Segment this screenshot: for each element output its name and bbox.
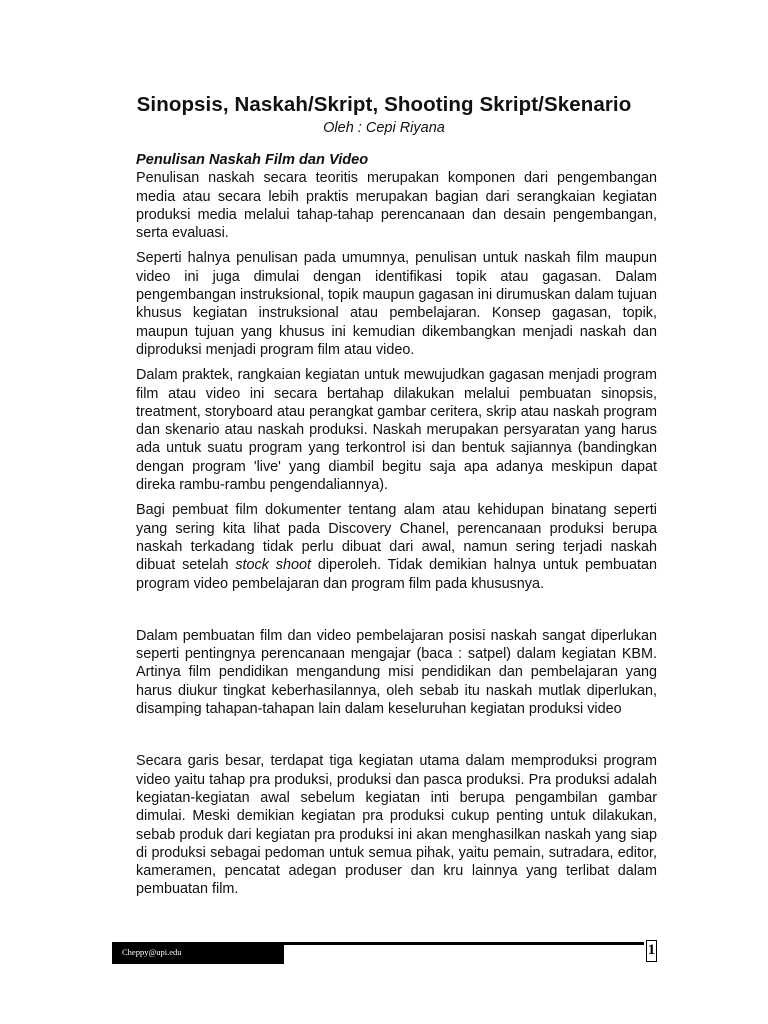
footer-email: Cheppy@upi.edu — [122, 947, 182, 957]
paragraph-4-text-before: Bagi pembuat film dokumenter tentang alam atau kehidupan binatang seperti yang sering kita lihat pada Discovery Chanel, perencanaan produksi berupa naskah terkadang tidak perlu dibuat dari awal, namun sering terjadi naskah dibuat setelah — [136, 502, 657, 574]
page-number: 1 — [646, 940, 657, 962]
paragraph-4-text-after: diperoleh. Tidak demikian halnya untuk pembuatan program video pembelajaran dan program film pada khususnya. — [136, 557, 657, 592]
document-body — [136, 151, 657, 899]
footer-rule — [284, 942, 644, 945]
paragraph-5: Dalam pembuatan film dan video pembelajaran posisi naskah sangat diperlukan seperti pentingnya perencanaan mengajar (baca : satpel) dalam kegiatan KBM. Artinya film pendidikan mengandung misi pendidikan dan pembelajaran yang harus diukur tingkat keberhasilannya, oleh sebab itu naskah mutlak diperlukan, disamping tahapan-tahapan lain dalam keseluruhan kegiatan produksi video — [136, 627, 657, 718]
document-author: Oleh : Cepi Riyana — [323, 120, 445, 136]
paragraph-3: Dalam praktek, rangkaian kegiatan untuk mewujudkan gagasan menjadi program film atau video ini secara bertahap dilakukan melalui pembuatan sinopsis, treatment, storyboard atau perangkat gambar ceritera, skrip atau naskah program dan skenario atau naskah produksi. Naskah merupakan persyaratan yang harus ada untuk suatu program yang terkontrol isi dan bentuk sajiannya (bandingkan dengan program 'live' yang diambil begitu saja apa adanya meskipun dapat direka rambu-rambu pengendaliannya). — [136, 367, 657, 494]
paragraph-6: Secara garis besar, terdapat tiga kegiatan utama dalam memproduksi program video yaitu tahap pra produksi, produksi dan pasca produksi. Pra produksi adalah kegiatan-kegiatan awal sebelum kegiatan inti berupa pengambilan gambar dimulai. Meski demikian kegiatan pra produksi cukup penting untuk dilakukan, sebab produk dari kegiatan pra produksi ini akan menghasilkan naskah yang siap di produksi sebagai pedoman untuk semua pihak, yaitu pemain, sutradara, editor, kameramen, pencatat adegan produser dan kru lainnya yang terlibat dalam pembuatan film. — [136, 753, 657, 898]
paragraph-2: Seperti halnya penulisan pada umumnya, penulisan untuk naskah film maupun video ini juga dimulai dengan identifikasi topik atau gagasan. Dalam pengembangan instruksional, topik maupun gagasan ini dirumuskan dalam tujuan khusus kegiatan instruksional atau pembelajaran. Konsep gagasan, topik, maupun tujuan yang khusus ini kemudian dikembangkan menjadi naskah dan diproduksi menjadi program film atau video. — [136, 250, 657, 358]
paragraph-4-emphasis: stock shoot — [235, 557, 311, 574]
paragraph-1: Penulisan naskah secara teoritis merupakan komponen dari pengembangan media atau secara lebih praktis merupakan bagian dari serangkaian kegiatan produksi media melalui tahap-tahap perencanaan dan desain pengembangan, serta evaluasi. — [136, 170, 657, 242]
paragraph-4 — [136, 501, 657, 592]
section-heading: Penulisan Naskah Film dan Video — [136, 152, 369, 168]
document-title: Sinopsis, Naskah/Skript, Shooting Skript/Skenario — [136, 93, 632, 116]
